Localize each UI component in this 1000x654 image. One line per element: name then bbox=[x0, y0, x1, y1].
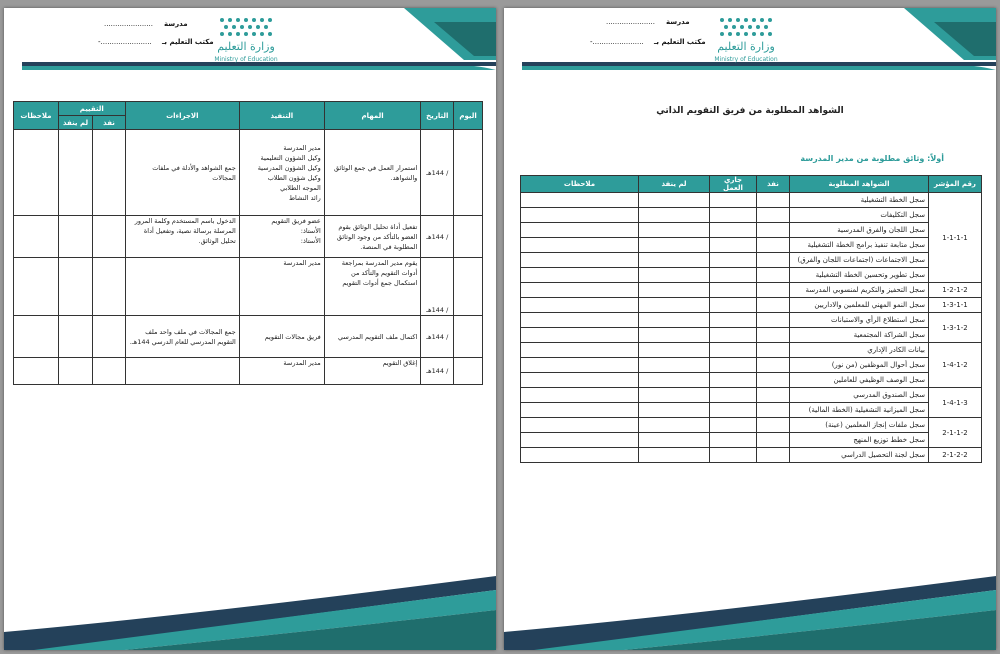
in-progress-cell bbox=[710, 268, 757, 283]
section-subtitle: أولاً: وثائق مطلوبة من مدير المدرسة bbox=[800, 154, 944, 163]
table-row bbox=[521, 328, 982, 343]
evidence-item: سجل التحفيز والتكريم لمنسوبي المدرسة bbox=[790, 283, 929, 298]
done-cell bbox=[757, 403, 790, 418]
not-done-cell bbox=[639, 328, 710, 343]
school-dots: ...................... bbox=[606, 18, 655, 26]
row-date: / 144هـ bbox=[421, 358, 454, 385]
table-row bbox=[521, 403, 982, 418]
not-done-cell bbox=[639, 313, 710, 328]
logo-arabic-text: وزارة التعليم bbox=[717, 40, 775, 53]
col-day: اليوم bbox=[454, 102, 483, 130]
ministry-logo bbox=[706, 14, 786, 66]
row-procedure: الدخول باسم المستخدم وكلمة المرور المرسلة برسالة نصية، وتفعيل أداة تحليل الوثائق. bbox=[125, 216, 239, 258]
row-procedure: جمع المجالات في ملف واحد ملف التقويم المدرسي للعام الدرسي 144هـ. bbox=[125, 316, 239, 358]
table-row bbox=[14, 258, 483, 316]
indicator-code: 2-1-2-2 bbox=[929, 448, 982, 463]
logo-english-text: Ministry of Education bbox=[214, 56, 278, 63]
done-cell bbox=[757, 448, 790, 463]
notes-cell bbox=[521, 268, 639, 283]
not-done-cell bbox=[639, 373, 710, 388]
not-done-cell bbox=[639, 388, 710, 403]
notes-cell bbox=[521, 328, 639, 343]
indicator-code: 1-4-1-2 bbox=[929, 343, 982, 388]
notes-cell bbox=[521, 373, 639, 388]
office-dots: -....................... bbox=[590, 38, 644, 46]
col-notes: ملاحظات bbox=[521, 176, 639, 193]
row-task: استمرار العمل في جمع الوثائق والشواهد. bbox=[324, 130, 421, 216]
in-progress-cell bbox=[710, 433, 757, 448]
done-cell bbox=[757, 358, 790, 373]
in-progress-cell bbox=[710, 223, 757, 238]
indicator-code: 1-2-1-2 bbox=[929, 283, 982, 298]
done-cell bbox=[757, 298, 790, 313]
row-task: يقوم مدير المدرسة بمراجعة أدوات التقويم والتأكد من استكمال جمع أدوات التقويم bbox=[324, 258, 421, 316]
not-done-cell bbox=[639, 208, 710, 223]
in-progress-cell bbox=[710, 283, 757, 298]
not-done-cell bbox=[639, 298, 710, 313]
done-cell bbox=[757, 418, 790, 433]
not-done-cell bbox=[639, 193, 710, 208]
not-done-cell bbox=[639, 283, 710, 298]
in-progress-cell bbox=[710, 208, 757, 223]
in-progress-cell bbox=[710, 358, 757, 373]
evidence-table bbox=[520, 175, 982, 463]
logo-english-text: Ministry of Education bbox=[714, 56, 778, 63]
notes-cell bbox=[521, 193, 639, 208]
table-row bbox=[521, 268, 982, 283]
done-cell bbox=[757, 193, 790, 208]
logo-dots-icon bbox=[218, 16, 274, 38]
table-row bbox=[521, 313, 982, 328]
notes-cell bbox=[521, 418, 639, 433]
evidence-item: سجل خطط توزيع المنهج bbox=[790, 433, 929, 448]
table-row bbox=[521, 208, 982, 223]
not-done-cell bbox=[639, 358, 710, 373]
table-row bbox=[521, 193, 982, 208]
table-row bbox=[14, 358, 483, 385]
done-cell bbox=[757, 373, 790, 388]
office-label: مكتب التعليم بـ bbox=[162, 38, 214, 46]
school-label: مدرسة bbox=[666, 18, 690, 26]
footer-wave-decoration bbox=[504, 570, 996, 650]
in-progress-cell bbox=[710, 298, 757, 313]
row-date: / 144هـ bbox=[421, 258, 454, 316]
table-row bbox=[521, 433, 982, 448]
right-page bbox=[504, 8, 996, 650]
table-row bbox=[521, 358, 982, 373]
row-task: إغلاق التقويم bbox=[324, 358, 421, 385]
notes-cell bbox=[521, 343, 639, 358]
evidence-item: سجل الخطة التشغيلية bbox=[790, 193, 929, 208]
not-done-cell bbox=[639, 238, 710, 253]
table-row bbox=[521, 223, 982, 238]
row-execution: عضو فريق التقويم الأستاذ: الأستاذ: bbox=[239, 216, 324, 258]
row-procedure bbox=[125, 258, 239, 316]
col-evaluation: التقييم bbox=[58, 102, 125, 116]
table-row bbox=[14, 216, 483, 258]
not-done-cell bbox=[639, 418, 710, 433]
table-row bbox=[521, 343, 982, 358]
done-cell bbox=[757, 253, 790, 268]
done-cell bbox=[757, 283, 790, 298]
row-task: اكتمال ملف التقويم المدرسي bbox=[324, 316, 421, 358]
table-row bbox=[14, 130, 483, 216]
col-procedures: الاجراءات bbox=[125, 102, 239, 130]
row-procedure bbox=[125, 358, 239, 385]
done-cell bbox=[757, 223, 790, 238]
evidence-body bbox=[521, 193, 982, 463]
in-progress-cell bbox=[710, 238, 757, 253]
done-cell bbox=[757, 268, 790, 283]
done-cell bbox=[757, 238, 790, 253]
table-row bbox=[521, 373, 982, 388]
row-execution: فريق مجالات التقويم bbox=[239, 316, 324, 358]
footer-wave-decoration bbox=[4, 570, 496, 650]
indicator-code: 1-1-1-1 bbox=[929, 193, 982, 283]
in-progress-cell bbox=[710, 193, 757, 208]
done-cell bbox=[757, 313, 790, 328]
row-execution: مدير المدرسة وكيل الشؤون التعليمية وكيل الشؤون المدرسية وكيل شؤون الطلاب الموجه الطلابي رائد النشاط bbox=[239, 130, 324, 216]
in-progress-cell bbox=[710, 343, 757, 358]
notes-cell bbox=[521, 313, 639, 328]
logo-dots-icon bbox=[718, 16, 774, 38]
done-cell bbox=[757, 343, 790, 358]
not-done-cell bbox=[639, 343, 710, 358]
row-execution: مدير المدرسة bbox=[239, 358, 324, 385]
evidence-item: سجل الصندوق المدرسي bbox=[790, 388, 929, 403]
evidence-item: سجل التكليفات bbox=[790, 208, 929, 223]
evidence-item: سجل ملفات إنجاز المعلمين (عينة) bbox=[790, 418, 929, 433]
evidence-item: سجل الاجتماعات (اجتماعات اللجان والفرق) bbox=[790, 253, 929, 268]
indicator-code: 1-4-1-3 bbox=[929, 388, 982, 418]
row-date: / 144هـ bbox=[421, 130, 454, 216]
not-done-cell bbox=[639, 253, 710, 268]
evidence-item: سجل أحوال الموظفين (من نور) bbox=[790, 358, 929, 373]
in-progress-cell bbox=[710, 418, 757, 433]
school-dots: ...................... bbox=[104, 20, 153, 28]
table-row bbox=[521, 253, 982, 268]
not-done-cell bbox=[639, 223, 710, 238]
page-title: الشواهد المطلوبة من فريق التقويم الذاتي bbox=[656, 106, 844, 116]
row-task: تفعيل أداة تحليل الوثائق بقوم العضو بالتأكد من وجود الوثائق المطلوبة في المنصة. bbox=[324, 216, 421, 258]
row-procedure: جمع الشواهد والأدلة في ملفات المجالات bbox=[125, 130, 239, 216]
in-progress-cell bbox=[710, 328, 757, 343]
in-progress-cell bbox=[710, 403, 757, 418]
col-notes: ملاحظات bbox=[14, 102, 59, 130]
notes-cell bbox=[521, 433, 639, 448]
school-label: مدرسة bbox=[164, 20, 188, 28]
notes-cell bbox=[521, 253, 639, 268]
table-row bbox=[521, 298, 982, 313]
in-progress-cell bbox=[710, 388, 757, 403]
done-cell bbox=[757, 433, 790, 448]
evidence-item: سجل استطلاع الرأي والاستبانات bbox=[790, 313, 929, 328]
col-indicator: رقم المؤشر bbox=[929, 176, 982, 193]
col-not-done: لم ينفذ bbox=[58, 116, 92, 130]
notes-cell bbox=[521, 403, 639, 418]
col-done: نفذ bbox=[93, 116, 125, 130]
col-tasks: المهام bbox=[324, 102, 421, 130]
col-in-progress: جاري العمل bbox=[710, 176, 757, 193]
col-execution: التنفيذ bbox=[239, 102, 324, 130]
table-row bbox=[521, 388, 982, 403]
indicator-code: 1-3-1-1 bbox=[929, 298, 982, 313]
in-progress-cell bbox=[710, 253, 757, 268]
col-done: نفذ bbox=[757, 176, 790, 193]
evidence-item: سجل الميزانية التشغيلية (الخطة المالية) bbox=[790, 403, 929, 418]
row-date: / 144هـ bbox=[421, 316, 454, 358]
table-row bbox=[14, 316, 483, 358]
evidence-item: سجل الوصف الوظيفي للعاملين bbox=[790, 373, 929, 388]
col-not-done: لم ينفذ bbox=[639, 176, 710, 193]
done-cell bbox=[757, 208, 790, 223]
notes-cell bbox=[521, 448, 639, 463]
in-progress-cell bbox=[710, 313, 757, 328]
row-execution: مدير المدرسة bbox=[239, 258, 324, 316]
not-done-cell bbox=[639, 403, 710, 418]
table-row bbox=[521, 283, 982, 298]
col-evidence: الشواهد المطلوبة bbox=[790, 176, 929, 193]
office-label: مكتب التعليم بـ bbox=[654, 38, 706, 46]
evidence-item: سجل الشراكة المجتمعية bbox=[790, 328, 929, 343]
left-page bbox=[4, 8, 496, 650]
evidence-item: سجل اللجان والفرق المدرسية bbox=[790, 223, 929, 238]
table-row bbox=[521, 238, 982, 253]
evidence-item: بيانات الكادر الإداري bbox=[790, 343, 929, 358]
notes-cell bbox=[521, 358, 639, 373]
indicator-code: 1-3-1-2 bbox=[929, 313, 982, 343]
row-date: / 144هـ bbox=[421, 216, 454, 258]
done-cell bbox=[757, 328, 790, 343]
office-dots: -....................... bbox=[98, 38, 152, 46]
evidence-item: سجل متابعة تنفيذ برامج الخطة التشغيلية bbox=[790, 238, 929, 253]
col-date: التاريخ bbox=[421, 102, 454, 130]
table-row bbox=[521, 418, 982, 433]
not-done-cell bbox=[639, 268, 710, 283]
notes-cell bbox=[521, 388, 639, 403]
evidence-item: سجل تطوير وتحسين الخطة التشغيلية bbox=[790, 268, 929, 283]
table-row bbox=[521, 448, 982, 463]
notes-cell bbox=[521, 298, 639, 313]
done-cell bbox=[757, 388, 790, 403]
notes-cell bbox=[521, 223, 639, 238]
plan-table bbox=[13, 101, 483, 385]
evidence-item: سجل لجنة التحصيل الدراسي bbox=[790, 448, 929, 463]
in-progress-cell bbox=[710, 448, 757, 463]
not-done-cell bbox=[639, 433, 710, 448]
in-progress-cell bbox=[710, 373, 757, 388]
notes-cell bbox=[521, 208, 639, 223]
logo-arabic-text: وزارة التعليم bbox=[217, 40, 275, 53]
not-done-cell bbox=[639, 448, 710, 463]
ministry-logo bbox=[206, 14, 286, 66]
notes-cell bbox=[521, 238, 639, 253]
indicator-code: 2-1-1-2 bbox=[929, 418, 982, 448]
evidence-item: سجل النمو المهني للمعلمين والاداريين bbox=[790, 298, 929, 313]
notes-cell bbox=[521, 283, 639, 298]
